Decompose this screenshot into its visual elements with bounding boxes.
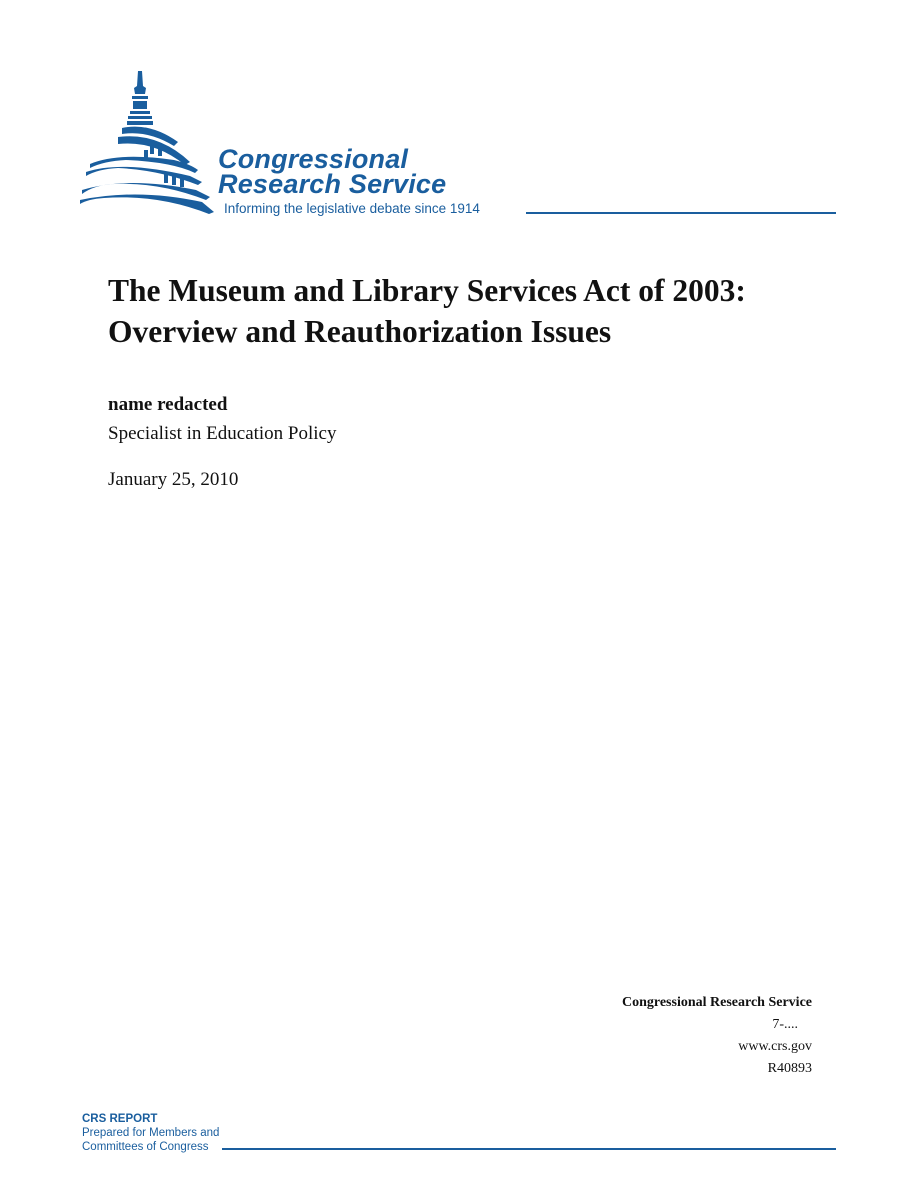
document-title [108, 270, 746, 352]
crs-report-footer [82, 1112, 219, 1154]
report-date: January 25, 2010 [108, 469, 239, 490]
logo-tagline: Informing the legislative debate since 1914 [224, 201, 480, 216]
footer-divider [222, 1148, 836, 1150]
logo-text-congressional: Congressional [218, 144, 409, 174]
report-number: R40893 [767, 1061, 812, 1076]
author-role: Specialist in Education Policy [108, 423, 337, 444]
footer-prepared-for: Prepared for Members and [82, 1127, 220, 1139]
crs-org-name: Congressional Research Service [621, 995, 812, 1010]
crs-info-block [512, 992, 812, 1080]
crs-website: www.crs.gov [738, 1039, 812, 1054]
author-name: name redacted [108, 394, 228, 415]
footer-crs-report: CRS REPORT [82, 1113, 158, 1125]
crs-phone: 7-.... [772, 1017, 798, 1032]
logo-text-research-service: Research Service [218, 169, 447, 199]
logo-divider [526, 212, 836, 214]
footer-committees: Committees of Congress [82, 1141, 209, 1153]
capitol-dome-icon [78, 66, 228, 218]
document-title-line-2: Overview and Reauthorization Issues [108, 314, 612, 349]
document-title-line-1: The Museum and Library Services Act of 2003: [108, 273, 746, 308]
